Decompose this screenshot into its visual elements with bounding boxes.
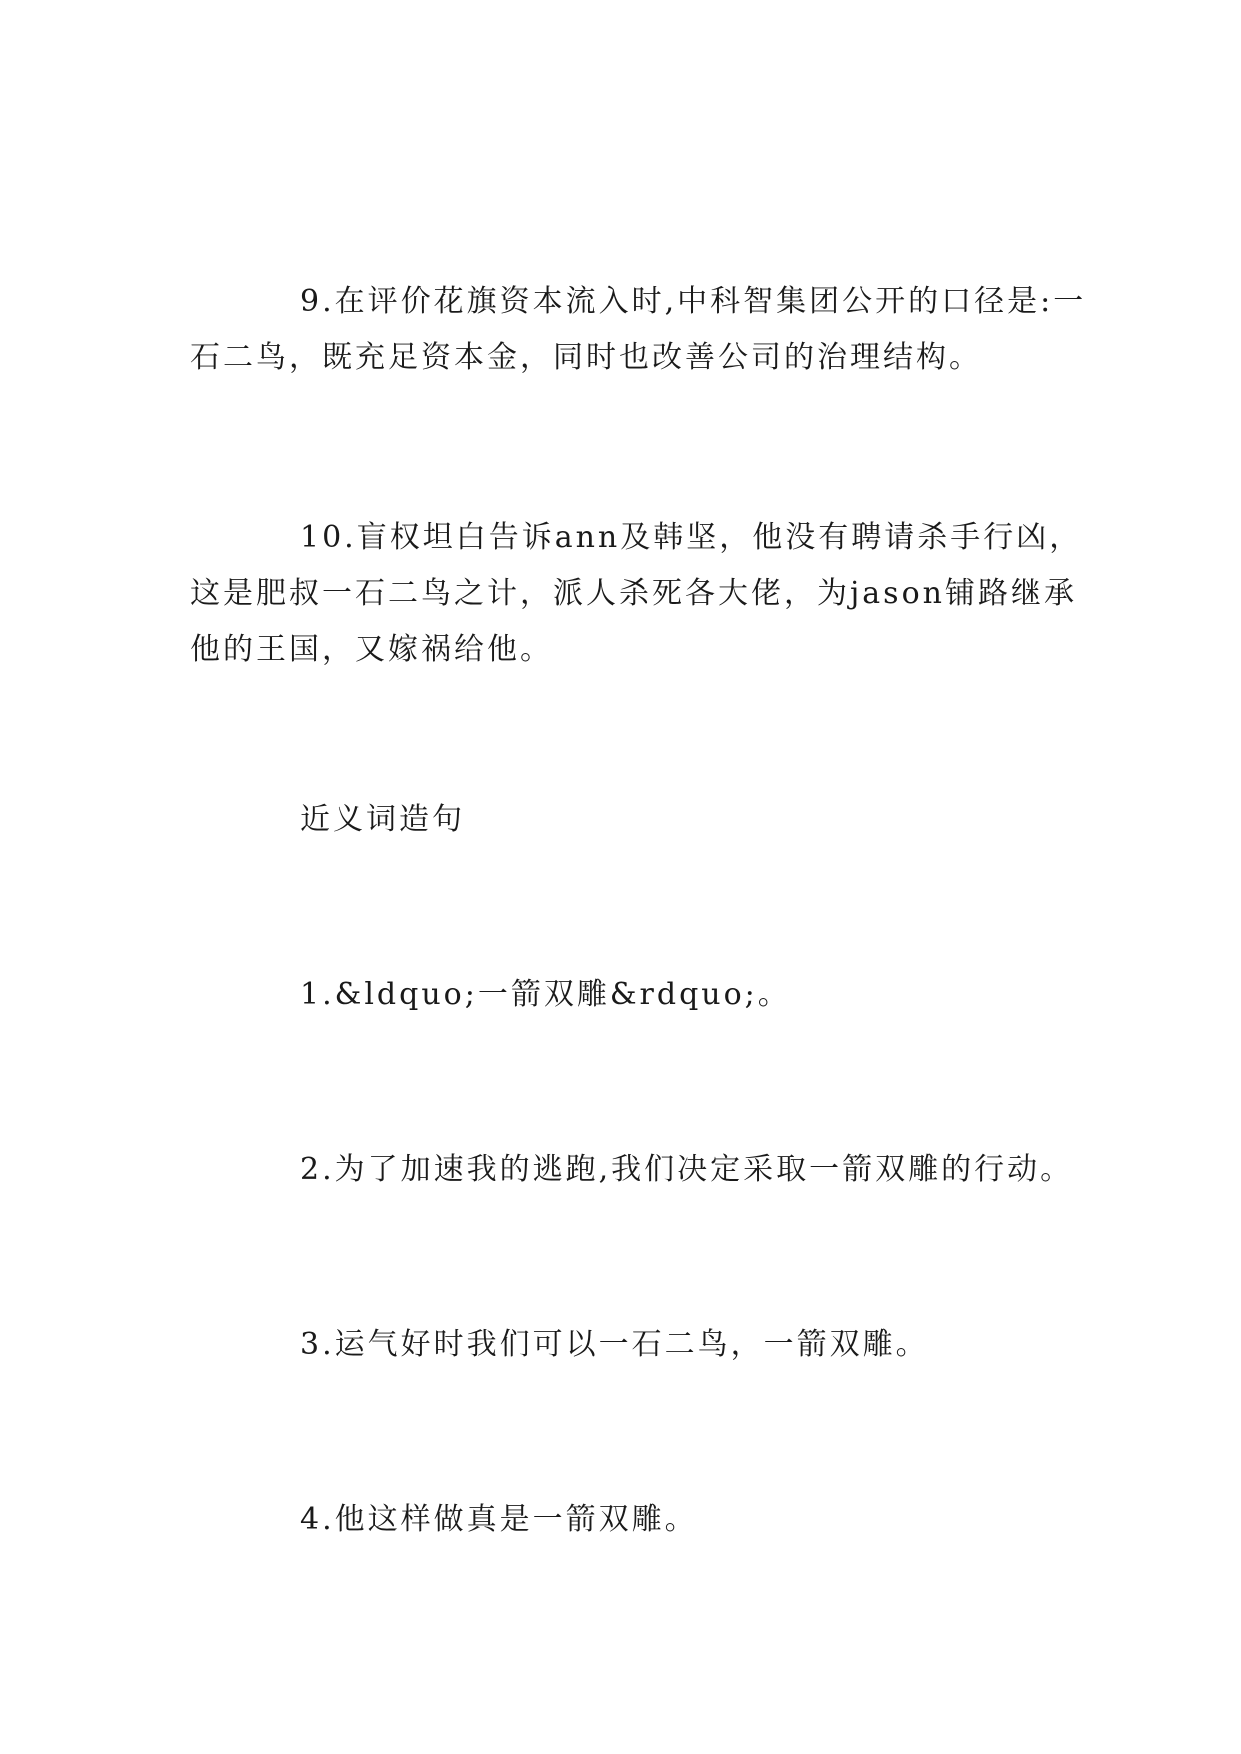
sentence-number: 4. xyxy=(300,1502,335,1537)
paragraph-text: 在评价花旗资本流入时,中科智集团公开的口径是:一石二鸟，既充足资本金，同时也改善公司的治理结构。 xyxy=(190,284,1087,375)
section-heading: 近义词造句 xyxy=(300,802,465,837)
example-sentence-3 xyxy=(300,1325,929,1365)
example-sentence-2 xyxy=(300,1150,1073,1190)
paragraph-9 xyxy=(190,274,1090,386)
sentence-text: 他这样做真是一箭双雕。 xyxy=(334,1502,698,1537)
paragraph-text: 盲权坦白告诉ann及韩坚，他没有聘请杀手行凶，这是肥叔一石二鸟之计，派人杀死各大佬，为jason铺路继承他的王国，又嫁祸给他。 xyxy=(190,520,1083,667)
sentence-number: 3. xyxy=(300,1327,335,1362)
example-sentence-1 xyxy=(300,975,791,1015)
example-sentence-4 xyxy=(300,1500,698,1540)
sentence-number: 1. xyxy=(300,977,335,1012)
paragraph-number: 10. xyxy=(300,520,357,555)
sentence-text: 为了加速我的逃跑,我们决定采取一箭双雕的行动。 xyxy=(334,1152,1074,1187)
paragraph-10 xyxy=(190,510,1090,678)
sentence-text: &ldquo;一箭双雕&rdquo;。 xyxy=(334,977,791,1012)
sentence-text: 运气好时我们可以一石二鸟，一箭双雕。 xyxy=(334,1327,929,1362)
sentence-number: 2. xyxy=(300,1152,335,1187)
paragraph-number: 9. xyxy=(300,284,335,319)
